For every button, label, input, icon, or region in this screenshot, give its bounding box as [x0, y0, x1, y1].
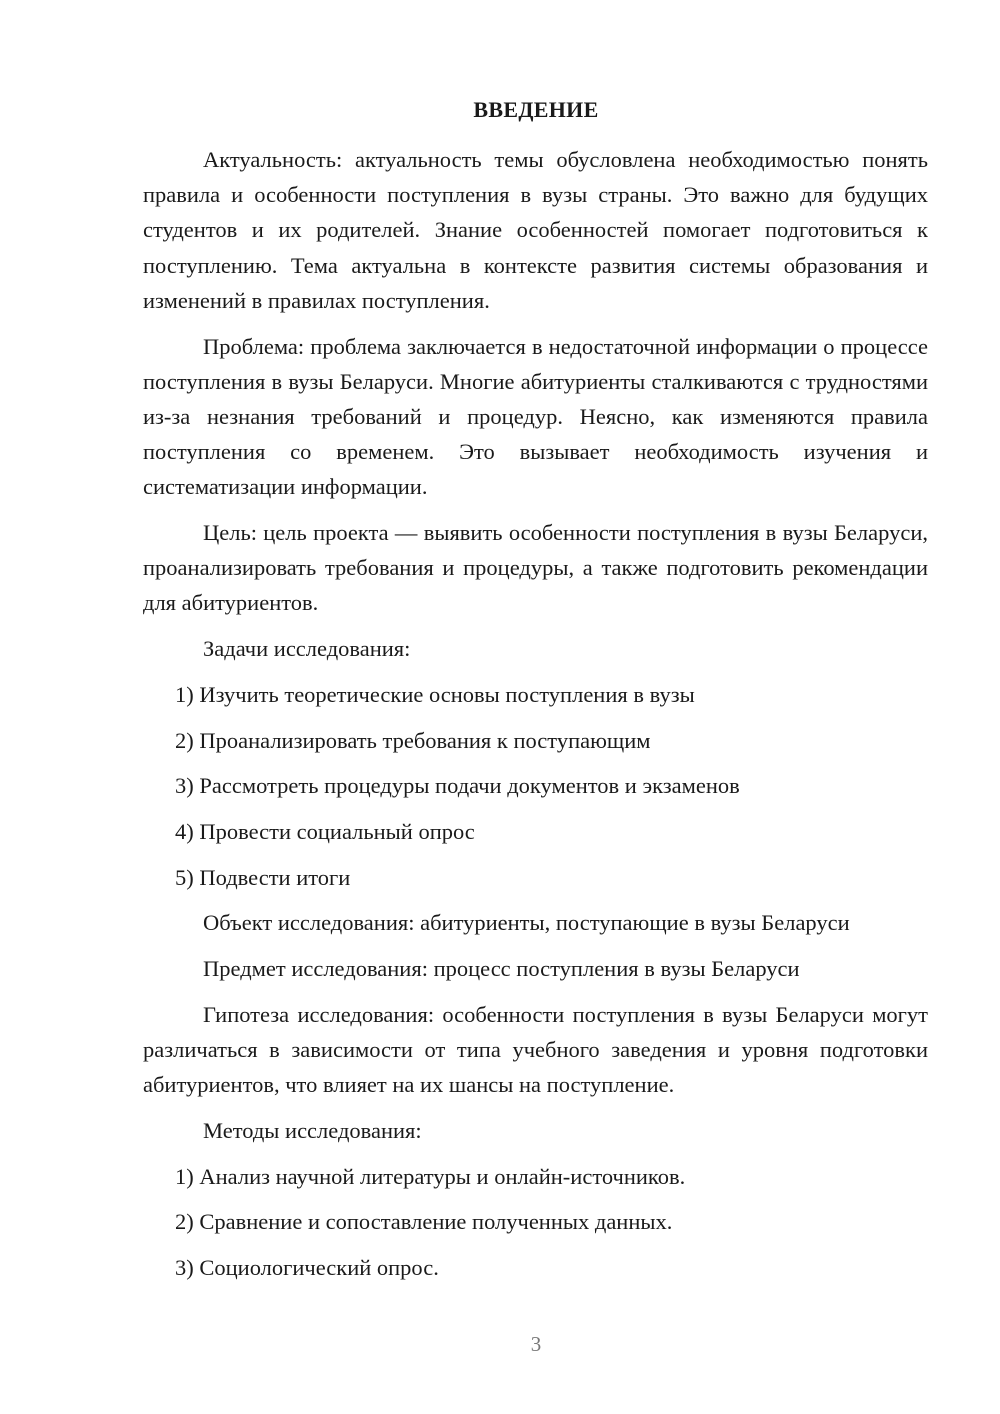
task-item: 1) Изучить теоретические основы поступления в вузы [175, 681, 695, 707]
task-item: 5) Подвести итоги [175, 864, 351, 890]
method-item: 3) Социологический опрос. [175, 1254, 439, 1280]
research-object: Объект исследования: абитуриенты, поступающие в вузы Беларуси [203, 910, 850, 936]
page-number: 3 [530, 1332, 542, 1356]
task-item: 4) Провести социальный опрос [175, 818, 475, 844]
research-subject: Предмет исследования: процесс поступления в вузы Беларуси [203, 956, 800, 982]
relevance-paragraph: Актуальность: актуальность темы обусловлена необходимостью понять правила и особенности поступления в вузы страны. Это важно для будущих студентов и их родителей. Знание особенностей помогает подготовиться к поступлению. Тема актуальна в контексте развития системы образования и изменений в правилах поступления. [143, 147, 928, 313]
goal-paragraph: Цель: цель проекта — выявить особенности поступления в вузы Беларуси, проанализировать требования и процедуры, а также подготовить рекомендации для абитуриентов. [143, 520, 928, 616]
method-item: 1) Анализ научной литературы и онлайн-источников. [175, 1163, 686, 1189]
method-item: 2) Сравнение и сопоставление полученных данных. [175, 1209, 673, 1235]
section-title: ВВЕДЕНИЕ [473, 97, 599, 122]
task-item: 3) Рассмотреть процедуры подачи документов и экзаменов [175, 773, 740, 799]
research-hypothesis: Гипотеза исследования: особенности поступления в вузы Беларуси могут различаться в зависимости от типа учебного заведения и уровня подготовки абитуриентов, что влияет на их шансы на поступление. [143, 1001, 928, 1098]
methods-heading: Методы исследования: [203, 1117, 422, 1143]
task-item: 2) Проанализировать требования к поступающим [175, 727, 651, 753]
tasks-heading: Задачи исследования: [203, 636, 411, 662]
problem-paragraph: Проблема: проблема заключается в недостаточной информации о процессе поступления в вузы Беларуси. Многие абитуриенты сталкиваются с трудностями из-за незнания требований и процедур. Неясно, как изменяются правила поступления со временем. Это вызывает необходимость изучения и систематизации информации. [143, 333, 928, 500]
document-body [143, 142, 928, 1296]
